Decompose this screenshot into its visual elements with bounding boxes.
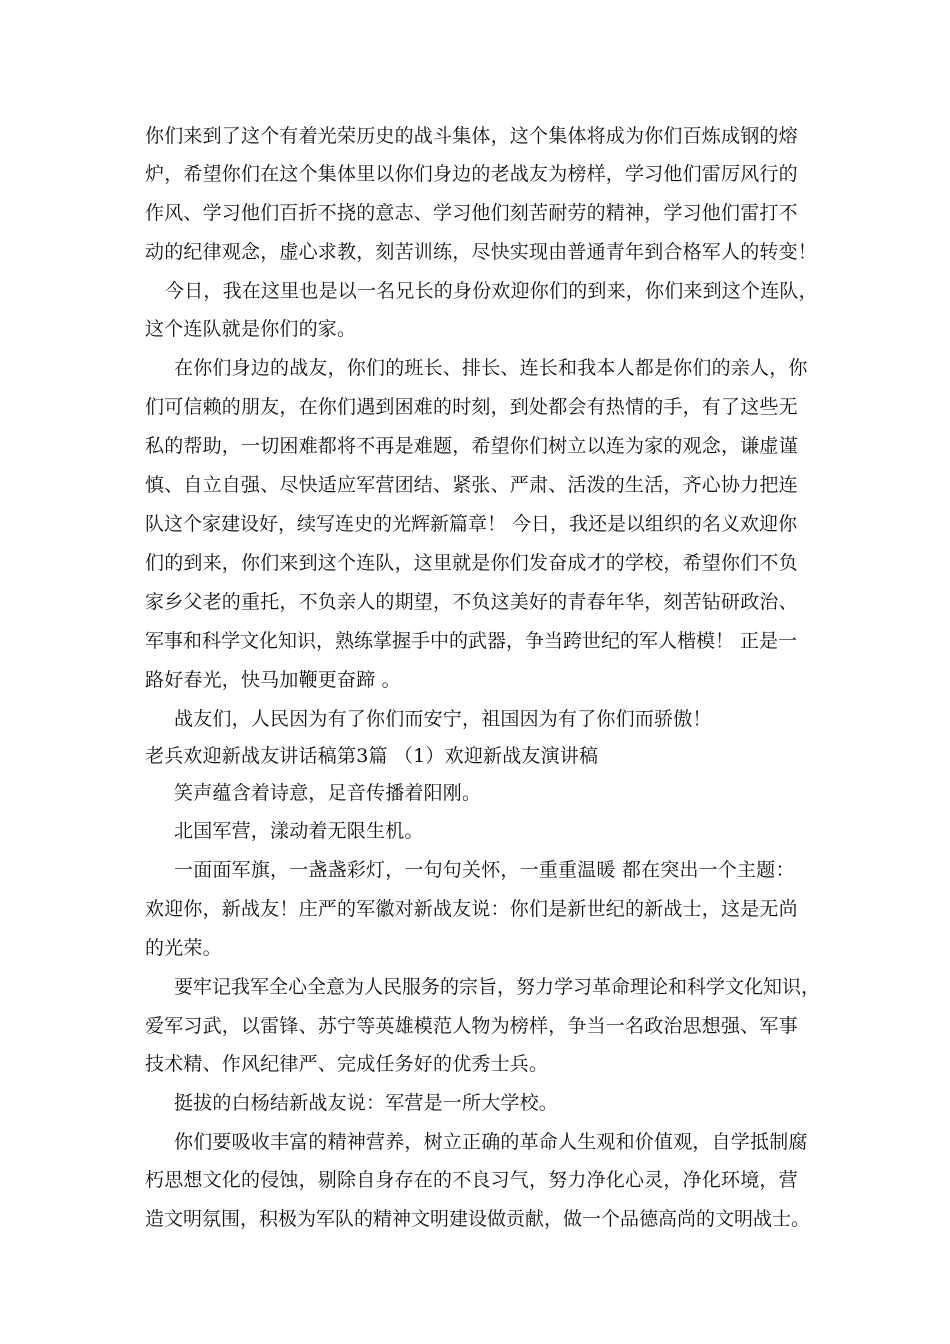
body-text-line: 欢迎你，新战友！庄严的军徽对新战友说：你们是新世纪的新战士，这是无尚	[145, 898, 798, 920]
body-text-line: 造文明氛围，积极为军队的精神文明建设做贡献，做一个品德高尚的文明战士。	[145, 1208, 811, 1230]
body-text-line: 爱军习武，以雷锋、苏宁等英雄模范人物为榜样，争当一名政治思想强、军事	[145, 1015, 798, 1037]
body-text-line: 笑声蕴含着诗意，足音传播着阳刚。	[174, 782, 482, 804]
body-text-line: 朽思想文化的侵蚀，剔除自身存在的不良习气，努力净化心灵，净化环境，营	[145, 1169, 798, 1191]
body-text-line: 作风、学习他们百折不挠的意志、学习他们刻苦耐劳的精神，学习他们雷打不	[145, 202, 798, 224]
body-text-line: 慎、自立自强、尽快适应军营团结、紧张、严肃、活泼的生活，齐心协力把连	[145, 474, 798, 496]
body-text-line: 路好春光，快马加鞭更奋蹄 。	[145, 669, 401, 691]
body-text-line: 家乡父老的重托，不负亲人的期望，不负这美好的青春年华，刻苦钻研政治、	[145, 591, 798, 613]
body-text-line: 北国军营，漾动着无限生机。	[174, 820, 424, 842]
body-text-line: 在你们身边的战友，你们的班长、排长、连长和我本人都是你们的亲人，你	[174, 357, 808, 379]
body-text-line: 你们来到了这个有着光荣历史的战斗集体，这个集体将成为你们百炼成钢的熔	[145, 125, 798, 147]
body-text-line: 技术精、作风纪律严、完成任务好的优秀士兵。	[145, 1053, 549, 1075]
body-text-line: 私的帮助，一切困难都将不再是难题，希望你们树立以连为家的观念，谦虚谨	[145, 435, 798, 457]
body-text-line: 队这个家建设好，续写连史的光辉新篇章！ 今日，我还是以组织的名义欢迎你	[145, 513, 798, 535]
body-text-line: 战友们，人民因为有了你们而安宁，祖国因为有了你们而骄傲！	[174, 708, 712, 730]
section-heading: 老兵欢迎新战友讲话稿第3篇 （1）欢迎新战友演讲稿	[145, 745, 599, 767]
body-text-line: 们可信赖的朋友，在你们遇到困难的时刻，到处都会有热情的手，有了这些无	[145, 396, 798, 418]
body-text-line: 一面面军旗，一盏盏彩灯，一句句关怀，一重重温暖 都在突出一个主题：	[174, 859, 795, 881]
body-text-line: 今日，我在这里也是以一名兄长的身份欢迎你们的到来，你们来到这个连队，	[165, 280, 818, 302]
body-text-line: 动的纪律观念，虚心求教，刻苦训练，尽快实现由普通青年到合格军人的转变！	[145, 241, 818, 263]
body-text-line: 这个连队就是你们的家。	[145, 318, 357, 340]
body-text-line: 你们要吸收丰富的精神营养，树立正确的革命人生观和价值观，自学抵制腐	[174, 1131, 808, 1153]
body-text-line: 军事和科学文化知识，熟练掌握手中的武器，争当跨世纪的军人楷模！ 正是一	[145, 630, 798, 652]
body-text-line: 的光荣。	[145, 937, 222, 959]
body-text-line: 挺拔的白杨结新战友说：军营是一所大学校。	[174, 1092, 559, 1114]
body-text-line: 要牢记我军全心全意为人民服务的宗旨，努力学习革命理论和科学文化知识，	[174, 976, 821, 998]
body-text-line: 们的到来，你们来到这个连队，这里就是你们发奋成才的学校，希望你们不负	[145, 552, 798, 574]
body-text-line: 炉，希望你们在这个集体里以你们身边的老战友为榜样，学习他们雷厉风行的	[145, 163, 798, 185]
